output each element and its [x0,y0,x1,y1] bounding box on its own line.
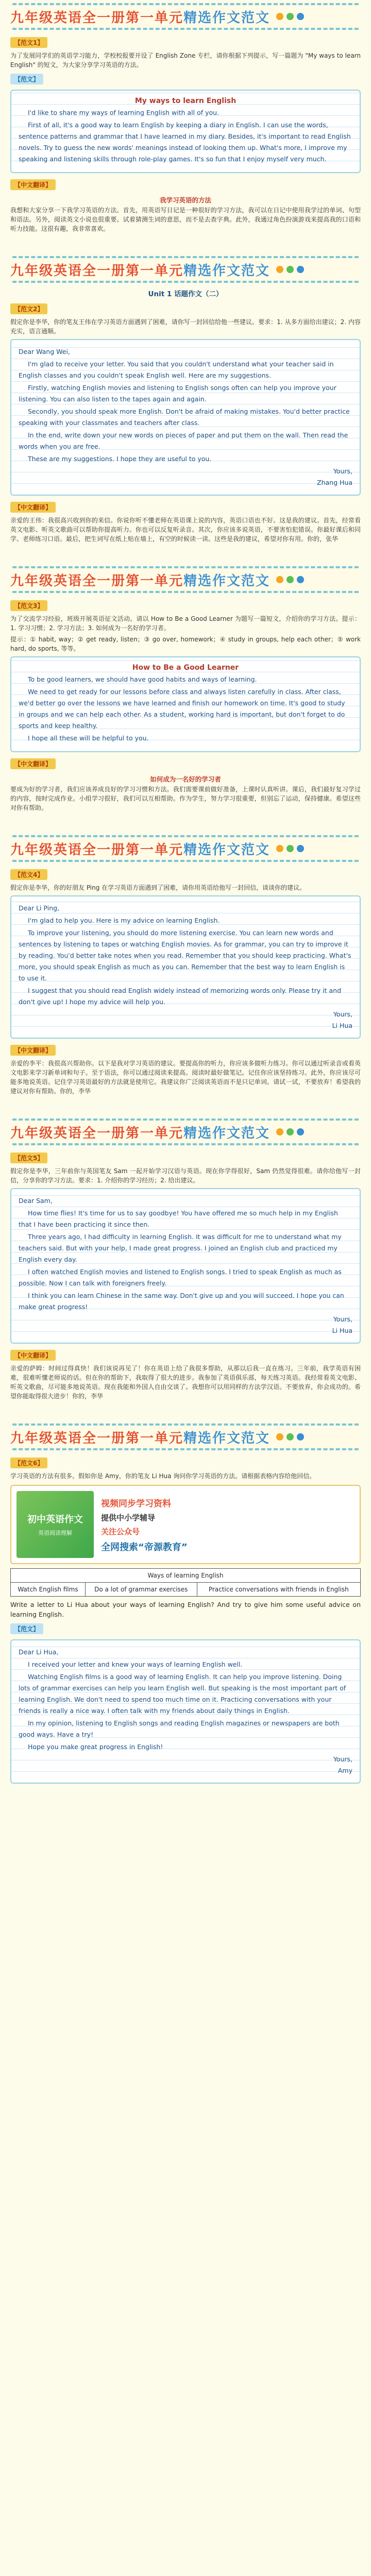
essay-paragraph: I'd like to share my ways of learning English with all of you. [28,109,220,116]
essay-paragraph: Watching English films is a good way of learning English. It can help you improve listening. Doing lots of grammar exercises can help you learn English well. But speaking is the most important part of learning English. We don't need to spend too much time on it. Practicing conversations with your friends is really a nice way. I often talk with my friends about daily things in English. [19,1673,346,1715]
translation-tag: 【中文翻译】 [10,1045,56,1056]
task-tag: 【范文6】 [10,1458,47,1468]
translation-text: 我想和大家分享一下我学习英语的方法。首先，用英语写日记是一种很好的学习方法，我可以在日记中使用我学过的单词、句型和语法。另外，阅读英文小说也很重要。试着猜测生词的意思，而不是去查字典。此外，我通过角色扮演游戏来提高我的口语和听力技能。这很有趣，我非常喜欢。 [10,207,361,232]
essay-paragraph: I often watched English movies and listened to English songs. I tried to speak English as much as possible. Now I can talk with foreigners freely. [19,1268,342,1287]
decoration-dots-icon [276,1433,304,1440]
task-intro: 假定你是李华，你的好朋友 Ping 在学习英语方面遇到了困难，请你用英语给他写一封回信，谈谈你的建议。 [10,884,306,891]
essay-paragraph: How time flies! It's time for us to say goodbye! You have offered me so much help in my English that I have been practicing it since then. [19,1209,338,1228]
task-tag: 【范文3】 [10,600,47,611]
essay-paragraph: I'm glad to receive your letter. You said that you couldn't understand what your teacher said in English classes and you couldn't speak English well. Here are my suggestions. [19,360,334,379]
letter-closing: Yours, [333,1315,352,1323]
task-question: Write a letter to Li Hua about your ways of learning English? And try to give him some useful advice on learning English. [10,1601,361,1618]
essay-paragraph: Firstly, watching English movies and listening to English songs often can help you improve your listening. You can also listen to the tapes again and again. [19,384,336,403]
promo-text [101,1496,355,1553]
banner-title: 九年级英语全一册第一单元精选作文范文 [10,263,271,279]
letter-closing: Yours, [333,1755,352,1763]
section-banner [10,835,361,862]
translation-title: 我学习英语的方法 [159,196,211,204]
banner-title: 九年级英语全一册第一单元精选作文范文 [10,1125,271,1141]
promo-line: 关注公众号 [101,1527,140,1536]
section-banner [10,1118,361,1145]
letter-signature: Amy [338,1767,352,1774]
essay-section-2 [10,256,361,553]
ways-table [10,1568,361,1597]
decoration-dots-icon [276,13,304,20]
essay-paragraph: Three years ago, I had difficulty in learning English. It was difficult for me to understand what my teachers said. But with your help, I made great progress. I joined an English club and practiced my English every day. [19,1233,342,1263]
table-cell: Do a lot of grammar exercises [86,1583,197,1597]
task-tag: 【范文4】 [10,869,47,880]
translation-text: 要成为好的学习者，我们应该养成良好的学习习惯和方法。我们需要课前做好准备，上课时认真听讲。课后，我们最好复习学过的内容，按时完成作业。小组学习很好，我们可以互相帮助。作为学生，努力学习很重要，但别忘了运动，保持健康。希望这些对你有帮助。 [10,786,361,811]
task-intro: 为了发展同学们的英语学习能力，学校校报要开设了 English Zone 专栏，请你根据下列提示，写一篇题为 "My ways to learn English" 的短文，为大家分享学习英语的方法。 [10,52,361,69]
translation-tag: 【中文翻译】 [10,1350,56,1361]
decoration-dots-icon [276,845,304,852]
decoration-dots-icon [276,576,304,583]
essay-tag: 【范文】 [10,74,43,84]
essay-paragraph: First of all, it's a good way to learn English by keeping a diary in English. I can use the words, sentence patterns and grammar that I have learned in my diary. Besides, it's important to read English novels. Try to guess the new words' meanings instead of looking them up. What's more, I improve my speaking and listening skills through role-play games. It's so fun that I enjoy myself very much. [19,121,351,163]
essay-paragraph: These are my suggestions. I hope they are useful to you. [28,455,212,463]
letter-signature: Li Hua [332,1022,352,1029]
table-cell: Practice conversations with friends in English [197,1583,360,1597]
essay-section-1 [10,0,361,243]
letter-signature: Li Hua [332,1327,352,1334]
essay-card [10,656,361,752]
task-intro: 假定你是李华，你的笔友王伟在学习英语方面遇到了困难，请你写一封回信给他一些建议。要求：1. 从多方面给出建议；2. 内容充实，语言通顺。 [10,318,361,335]
table-header: Ways of learning English [11,1569,361,1583]
essay-paragraph: To be good learners, we should have good habits and ways of learning. [28,675,257,683]
letter-greeting: Dear Li Hua, [19,1648,59,1656]
letter-closing: Yours, [333,1010,352,1018]
essay-card [10,90,361,173]
essay-paragraph: I suggest that you should read English widely instead of memorizing words only. Please try it and don't give up! I hope my advice will help you. [19,987,342,1006]
task-tag: 【范文2】 [10,303,47,314]
task-hint: 提示：① habit, way；② get ready, listen；③ go over, homework；④ study in groups, help each other；⑤ work hard, do sports, 等等。 [10,636,361,652]
translation-title: 如何成为一名好的学习者 [150,775,221,783]
translation-tag: 【中文翻译】 [10,179,56,190]
translation-text: 亲爱的李平：我很高兴帮助你。以下是我对学习英语的建议。要提高你的听力，你应该多做听力练习。你可以通过听录音或看英文电影来学习新单词和句子。至于语法，你可以通过阅读来提高。阅读时最好做笔记。记住你应该坚持练习。此外，你应该尽可能多地说英语。记住学习英语最好的方法就是使用它。我建议你广泛阅读英语而不是只记单词。请试一试，不要放弃！希望我的建议对你有帮助。你的，李华 [10,1060,361,1095]
essay-card [10,1639,361,1784]
essay-card [10,1188,361,1344]
translation-text: 亲爱的王伟：我很高兴收到你的来信。你说你听不懂老师在英语课上说的内容，英语口语也不好。这是我的建议。首先，经常看英文电影、听英文歌曲可以帮助你提高听力。你也可以反复听录音。其次，你应该多说英语，不要害怕犯错误。你最好课后和同学、老师练习口语。最后，把生词写在纸上贴在墙上，有空的时候读一读。这些是我的建议，希望对你有用。你的，张华 [10,517,361,543]
essay-title: How to Be a Good Learner [132,664,239,672]
letter-signature: Zhang Hua [317,479,352,486]
essay-tag: 【范文】 [10,1623,43,1634]
essay-paragraph: We need to get ready for our lessons before class and always listen carefully in class. After class, we'd better go over the lessons we have learned and finish our homework on time. It's good to study in groups and we can help each other. As a student, working hard is important, but don't forget to do sports and keep healthy. [19,688,345,730]
promo-line: 全网搜索“帝源教育” [101,1541,188,1553]
task-intro: 学习英语的方法有很多。假如你是 Amy，你的笔友 Li Hua 询问你学习英语的方法。请根据表格内容给他回信。 [10,1472,316,1480]
book-subtitle: 英语阅读理解 [38,1530,72,1536]
banner-title: 九年级英语全一册第一单元精选作文范文 [10,10,271,26]
section-banner [10,3,361,30]
essay-paragraph: I'm glad to help you. Here is my advice on learning English. [28,917,220,924]
essay-section-5 [10,1118,361,1410]
essay-paragraph: I hope all these will be helpful to you. [28,734,149,742]
table-cell: Watch English films [11,1583,86,1597]
essay-section-4 [10,835,361,1105]
decoration-dots-icon [276,1128,304,1136]
banner-title: 九年级英语全一册第一单元精选作文范文 [10,573,271,589]
essay-paragraph: In my opinion, listening to English songs and reading English magazines or newspapers are both good ways. Have a try! [19,1719,340,1738]
book-cover-image [16,1491,94,1558]
essay-paragraph: Hope you make great progress in English! [28,1743,163,1751]
promo-line: 提供中小学辅导 [101,1513,156,1522]
translation-text: 亲爱的萨姆：时间过得真快！我们该说再见了！你在英语上给了我很多帮助，从那以后我一直在练习。三年前，我学英语有困难，很难听懂老师说的话。但在你的帮助下，我取得了很大的进步。我参加了英语俱乐部，每天练习英语。我经常看英文电影、听英文歌曲，尽可能多地说英语。现在我能和外国人自由交谈了。我想你可以用同样的方法学汉语。不要放弃，你会成功的。希望你能取得很大进步！你的，李华 [10,1365,361,1400]
essay-card [10,339,361,496]
book-title: 初中英语作文 [27,1514,83,1525]
translation-tag: 【中文翻译】 [10,758,56,769]
task-tag: 【范文5】 [10,1153,47,1163]
letter-greeting: Dear Sam, [19,1197,53,1205]
letter-greeting: Dear Wang Wei, [19,348,70,355]
promo-banner[interactable] [10,1485,361,1564]
essay-title: My ways to learn English [134,97,237,105]
unit-title: Unit 1 话题作文（二） [148,290,223,298]
banner-title: 九年级英语全一册第一单元精选作文范文 [10,842,271,858]
essay-paragraph: In the end, write down your new words on pieces of paper and put them on the wall. Then read the words when you are free. [19,431,348,450]
essay-paragraph: Secondly, you should speak more English. Don't be afraid of making mistakes. You'd better practice speaking with your classmates and teachers after class. [19,408,350,427]
decoration-dots-icon [276,266,304,273]
section-banner [10,566,361,593]
translation-tag: 【中文翻译】 [10,502,56,513]
letter-greeting: Dear Li Ping, [19,904,60,912]
task-intro: 为了交流学习经验，班级开展英语征文活动。请以 How to Be a Good Learner 为题写一篇短文，介绍你的学习方法。提示：1. 学习习惯；2. 学习方法；3. 如何成为一名好的学习者。 [10,615,361,632]
letter-closing: Yours, [333,467,352,475]
essay-section-3 [10,566,361,822]
essay-section-6 [10,1423,361,1795]
task-intro: 假定你是李华，三年前你与英国笔友 Sam 一起开始学习汉语与英语。现在你学得很好，Sam 仍然觉得很难。请你给他写一封信，分享你的学习方法。要求：1. 介绍你的学习经历；2. 给出建议。 [10,1167,361,1184]
section-banner [10,256,361,283]
banner-title: 九年级英语全一册第一单元精选作文范文 [10,1430,271,1446]
promo-line: 视频同步学习资料 [101,1498,171,1509]
essay-paragraph: To improve your listening, you should do more listening exercise. You can learn new words and sentences by listening to tapes or watching English movies. As for grammar, you can try to improve it by reading. You'd better take notes when you read. Remember that you should keep practicing. What's more, you should speak English as much as you can. Remember that the best way to learn English is to use it. [19,929,351,982]
section-banner [10,1423,361,1450]
essay-paragraph: I received your letter and knew your ways of learning English well. [28,1660,243,1668]
essay-paragraph: I think you can learn Chinese in the same way. Don't give up and you will succeed. I hope you can make great progress! [19,1292,344,1311]
task-tag: 【范文1】 [10,37,47,48]
essay-card [10,895,361,1039]
